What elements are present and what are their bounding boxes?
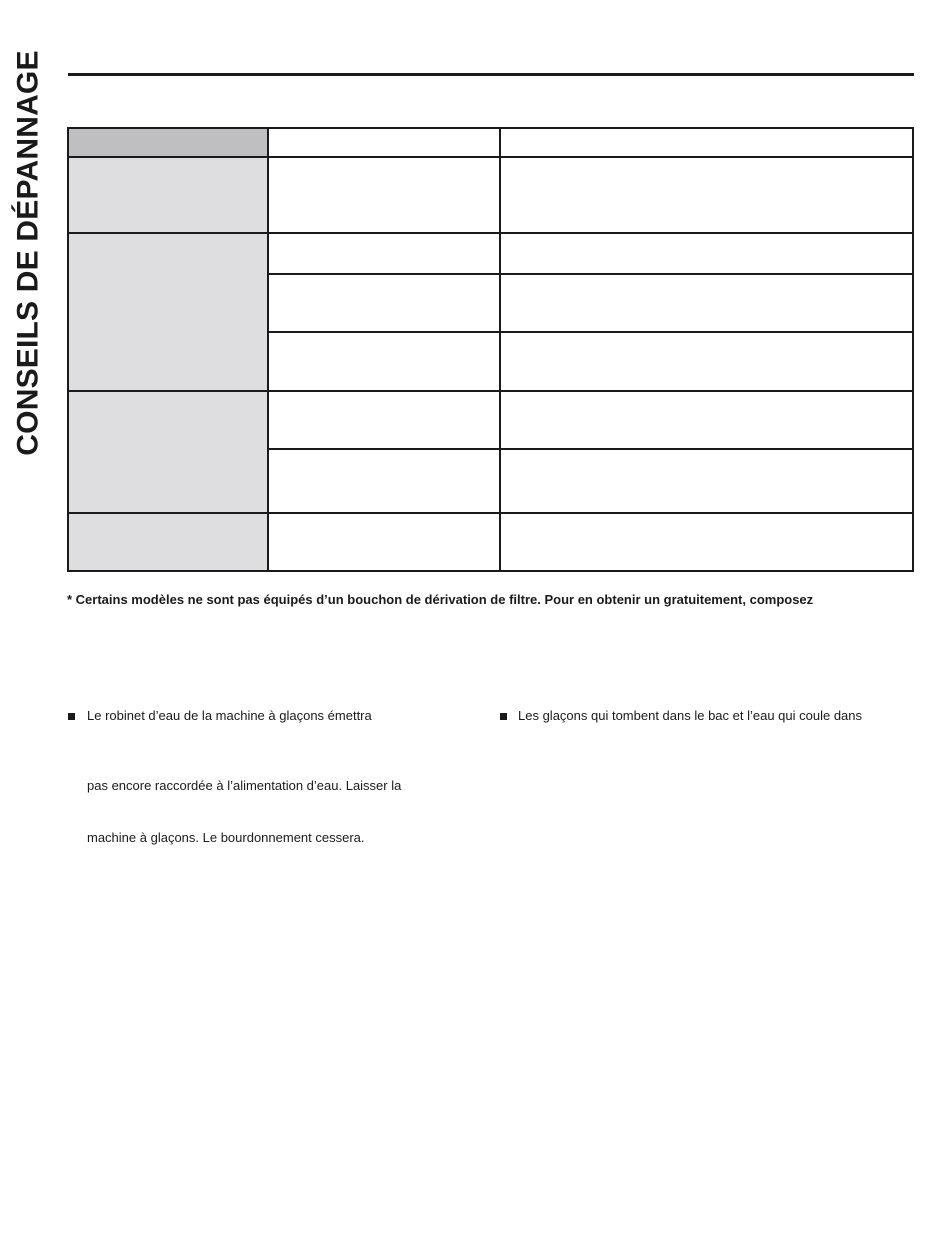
bullet-square-icon [68, 713, 75, 720]
problem-cell [68, 157, 268, 233]
cause-cell [268, 332, 500, 391]
cause-cell [268, 233, 500, 274]
problem-cell [68, 513, 268, 571]
bullet-square-icon [500, 713, 507, 720]
header-cell-remedy [500, 128, 913, 157]
filter-bypass-footnote: * Certains modèles ne sont pas équipés d’un bouchon de dérivation de filtre. Pour en obtenir un gratuitement, composez [67, 592, 814, 607]
note-left-line-1: Le robinet d’eau de la machine à glaçons émettra [87, 708, 372, 723]
remedy-cell [500, 449, 913, 513]
remedy-cell [500, 513, 913, 571]
remedy-cell [500, 391, 913, 449]
remedy-cell [500, 274, 913, 332]
table-row [68, 157, 913, 233]
cause-cell [268, 274, 500, 332]
note-right-line-1: Les glaçons qui tombent dans le bac et l’eau qui coule dans [518, 708, 863, 723]
header-rule [68, 73, 914, 76]
header-cell-cause [268, 128, 500, 157]
header-cell-problem [68, 128, 268, 157]
note-left-line-2: pas encore raccordée à l’alimentation d’eau. Laisser la [87, 778, 402, 793]
remedy-cell [500, 157, 913, 233]
cause-cell [268, 391, 500, 449]
table-row [68, 391, 913, 449]
remedy-cell [500, 332, 913, 391]
side-title-text: CONSEILS DE DÉPANNAGE [12, 50, 45, 456]
cause-cell [268, 513, 500, 571]
problem-cell [68, 391, 268, 513]
page-side-title [12, 36, 46, 470]
table-row [68, 513, 913, 571]
remedy-cell [500, 233, 913, 274]
table-row [68, 233, 913, 274]
cause-cell [268, 157, 500, 233]
problem-cell [68, 233, 268, 391]
table-header-row [68, 128, 913, 157]
troubleshooting-table [67, 127, 914, 572]
cause-cell [268, 449, 500, 513]
note-left-line-3: machine à glaçons. Le bourdonnement cessera. [87, 830, 365, 845]
